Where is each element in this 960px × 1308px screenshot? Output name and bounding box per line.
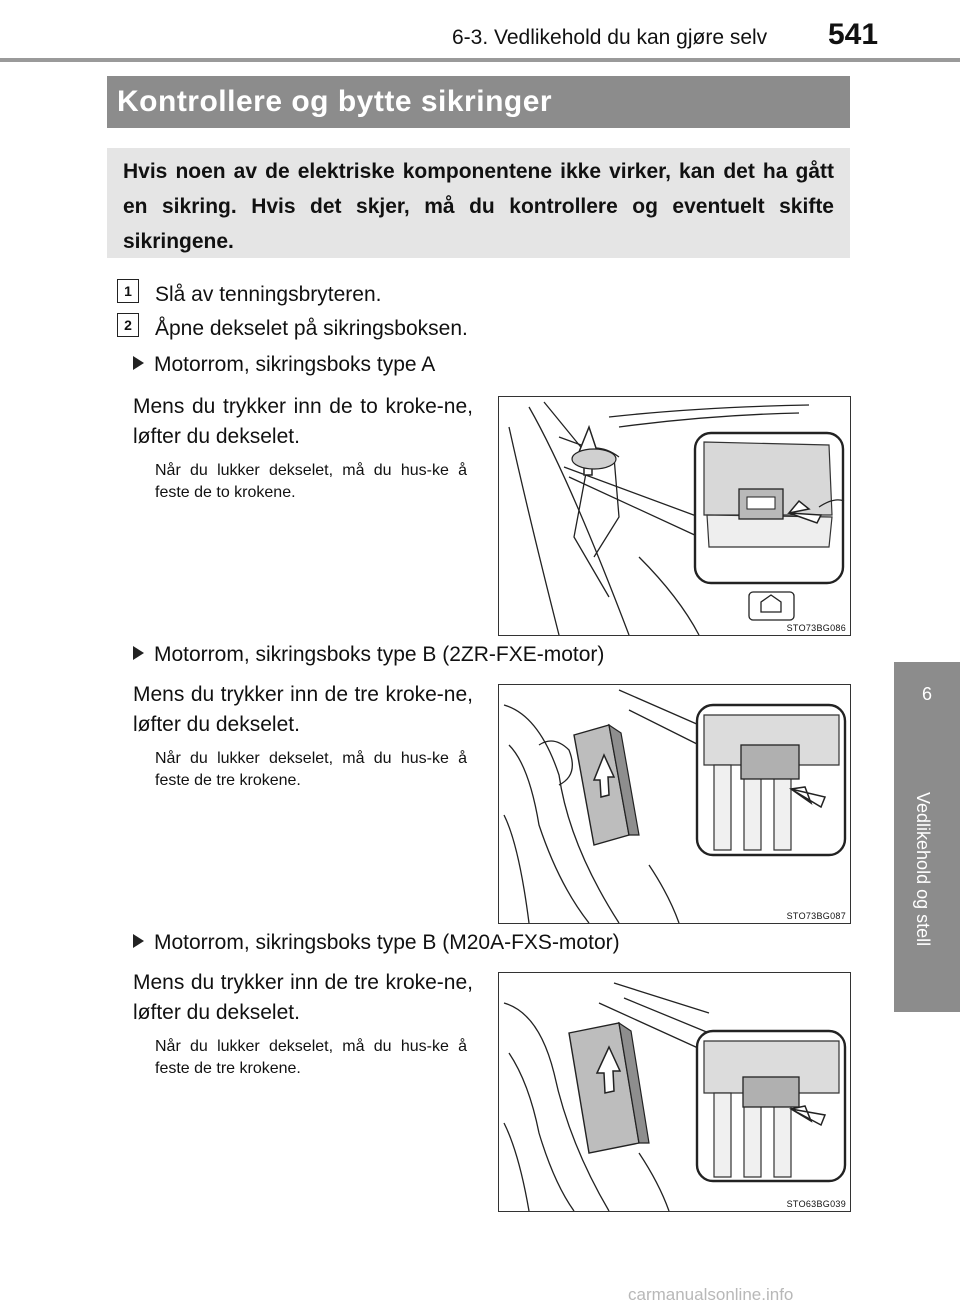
step-text-1: Slå av tenningsbryteren. <box>155 283 382 306</box>
section-note-a: Når du lukker dekselet, må du hus-ke å feste de to krokene. <box>155 462 467 501</box>
section-heading-a: Motorrom, sikringsboks type A <box>133 353 435 377</box>
fusebox-c-illustration <box>499 973 850 1211</box>
section-note-c: Når du lukker dekselet, må du hus-ke å feste de tre krokene. <box>155 1038 467 1077</box>
figure-code-c: STO63BG039 <box>786 1199 846 1209</box>
section-instruction-a: Mens du trykker inn de to kroke-ne, løfter du dekselet. <box>133 395 473 448</box>
figure-fusebox-a <box>498 396 851 636</box>
step-text-2: Åpne dekselet på sikringsboksen. <box>155 317 468 340</box>
page-number: 541 <box>828 18 879 51</box>
figure-fusebox-c <box>498 972 851 1212</box>
section-note-b: Når du lukker dekselet, må du hus-ke å feste de tre krokene. <box>155 750 467 789</box>
page-title: Kontrollere og bytte sikringer <box>107 76 850 128</box>
chapter-label: Vedlikehold og stell <box>913 792 933 947</box>
header-section-title: 6-3. Vedlikehold du kan gjøre selv <box>452 26 768 49</box>
triangle-bullet-icon <box>133 934 144 948</box>
fusebox-a-illustration <box>499 397 850 635</box>
step-badge-1: 1 <box>117 279 139 303</box>
fusebox-b-illustration <box>499 685 850 923</box>
watermark: carmanualsonline.info <box>628 1285 794 1304</box>
section-heading-c: Motorrom, sikringsboks type B (M20A-FXS-motor) <box>133 931 620 955</box>
chapter-side-tab[interactable] <box>894 662 960 1012</box>
triangle-bullet-icon <box>133 646 144 660</box>
section-instruction-b: Mens du trykker inn de tre kroke-ne, løfter du dekselet. <box>133 683 473 736</box>
section-heading-b: Motorrom, sikringsboks type B (2ZR-FXE-motor) <box>133 643 604 667</box>
chapter-number: 6 <box>921 684 932 704</box>
triangle-bullet-icon <box>133 356 144 370</box>
intro-box: Hvis noen av de elektriske komponentene ikke virker, kan det ha gått en sikring. Hvis det skjer, må du kontrollere og eventuelt skifte sikringene. <box>107 148 850 258</box>
section-instruction-c: Mens du trykker inn de tre kroke-ne, løfter du dekselet. <box>133 971 473 1024</box>
step-badge-2: 2 <box>117 313 139 337</box>
figure-code-a: STO73BG086 <box>786 623 846 633</box>
figure-fusebox-b <box>498 684 851 924</box>
header-rule <box>0 58 960 62</box>
figure-code-b: STO73BG087 <box>786 911 846 921</box>
